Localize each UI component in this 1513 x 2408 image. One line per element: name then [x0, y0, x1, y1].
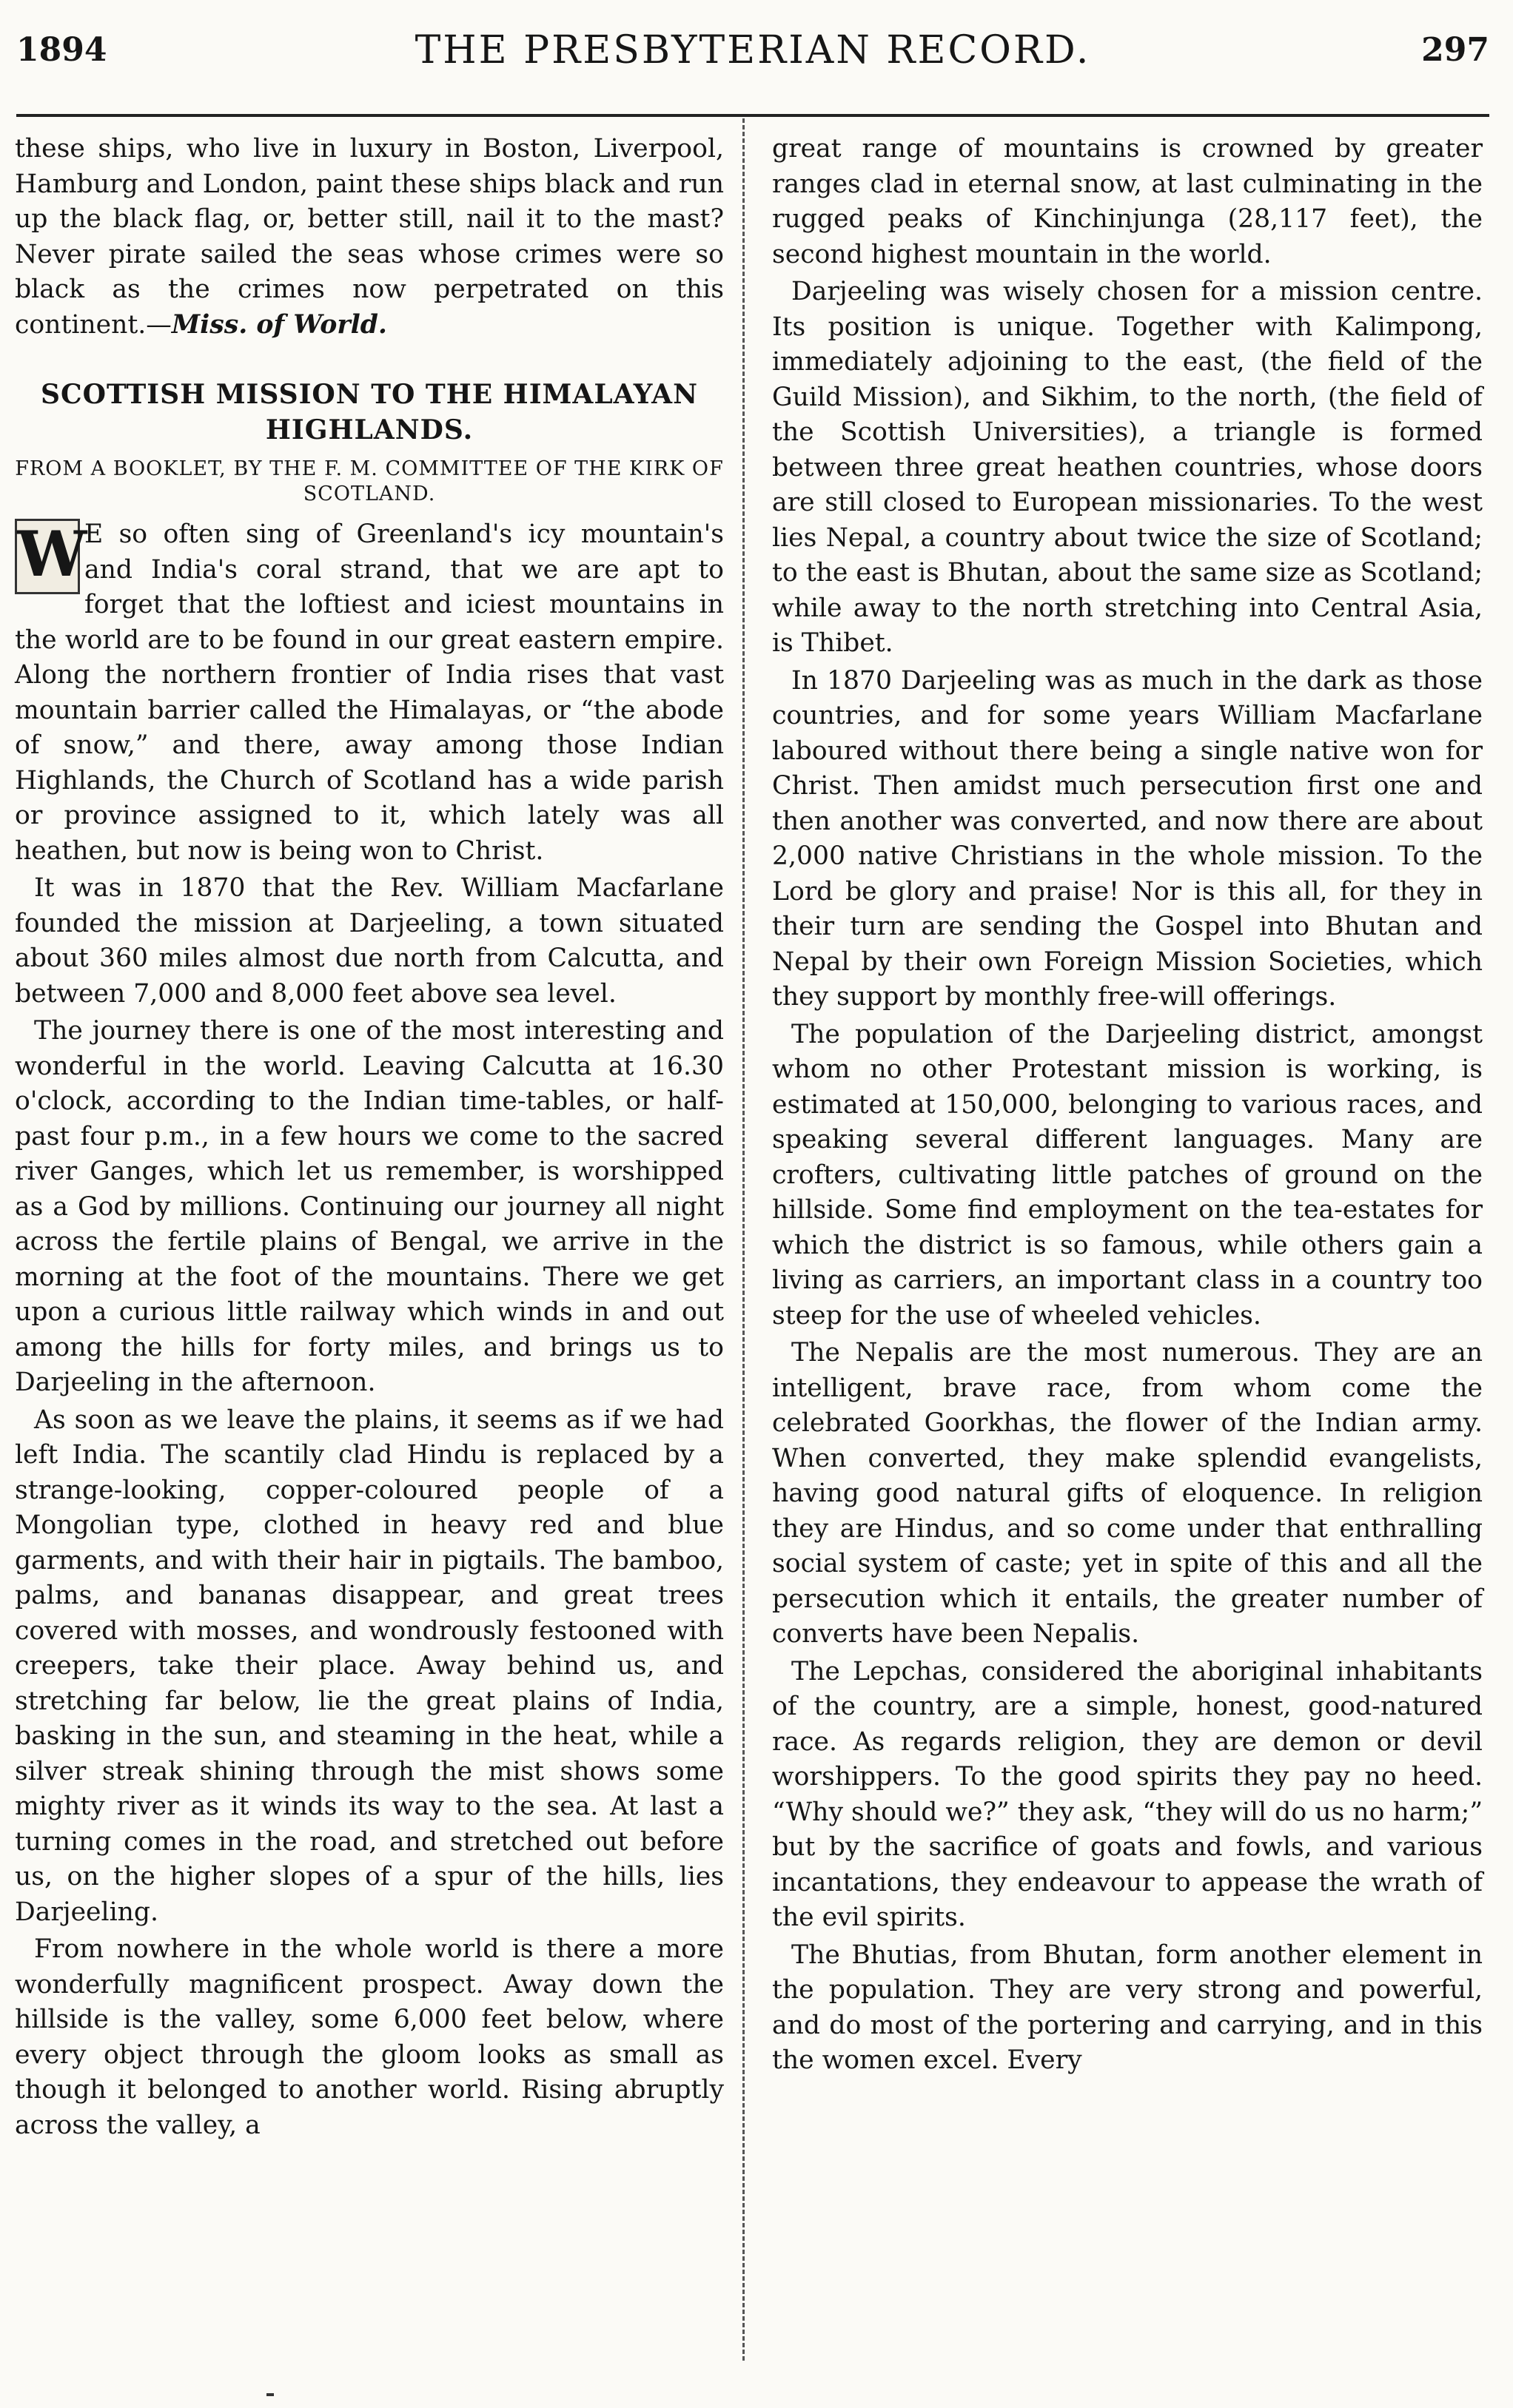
article-paragraph-9: The population of the Darjeeling district, amongst whom no other Protestant mission is working, is estimated at 150,000, belonging to various races, and speaking several different languages. Many are crofters, cultivating little patches of ground on the hillside. Some find employment on the tea-estates for which the district is so famous, while others gain a living as carriers, an important class in a country too steep for the use of wheeled vehicles.	[772, 1019, 1483, 1331]
print-mark	[266, 2393, 274, 2396]
left-column	[15, 132, 724, 2145]
article-paragraph-3: The journey there is one of the most interesting and wonderful in the world. Leaving Calcutta at 16.30 o'clock, according to the Indian time-tables, or half-past four p.m., in a few hours we come to the sacred river Ganges, which let us remember, is worshipped as a God by millions. Continuing our journey all night across the fertile plains of Bengal, we arrive in the morning at the foot of the mountains. There we get upon a curious little railway which winds in and out among the hills for forty miles, and brings us to Darjeeling in the afternoon.	[15, 1016, 724, 1397]
publication-title: THE PRESBYTERIAN RECORD.	[415, 28, 1091, 73]
article-paragraph-4: As soon as we leave the plains, it seems as if we had left India. The scantily clad Hindu is replaced by a strange-looking, copper-coloured people of a Mongolian type, clothed in heavy red and blue garments, and with their hair in pigtails. The bamboo, palms, and bananas disappear, and great trees covered with mosses, and wondrously festooned with creepers, take their place. Away behind us, and stretching far below, lie the great plains of India, basking in the sun, and steaming in the heat, while a silver streak shining through the mist shows some mighty river as it winds its way to the sea. At last a turning comes in the road, and stretched out before us, on the higher slopes of a spur of the hills, lies Darjeeling.	[15, 1405, 724, 1927]
article-paragraph-2: It was in 1870 that the Rev. William Macfarlane founded the mission at Darjeeling, a town situated about 360 miles almost due north from Calcutta, and between 7,000 and 8,000 feet above sea level.	[15, 873, 724, 1009]
article-paragraph-1	[15, 517, 724, 869]
intro-attribution: Miss. of World.	[171, 309, 387, 340]
intro-text: these ships, who live in luxury in Boston, Liverpool, Hamburg and London, paint these ships black and run up the black flag, or, better still, nail it to the mast? Never pirate sailed the seas whose crimes were so black as the crimes now perpetrated on this continent.—	[15, 134, 724, 340]
header-rule	[16, 114, 1489, 117]
article-paragraph-12: The Bhutias, from Bhutan, form another element in the population. They are very strong and powerful, and do most of the portering and carrying, and in this the women excel. Every	[772, 1940, 1483, 2075]
paragraph-1-text: E so often sing of Greenland's icy mountain's and India's coral strand, that we are apt to forget that the loftiest and iciest mountains in the world are to be found in our great eastern empire. Along the northern frontier of India rises that vast mountain barrier called the Himalayas, or “the abode of snow,” and there, away among those Indian Highlands, the Church of Scotland has a wide parish or province assigned to it, which lately was all heathen, but now is being won to Christ.	[15, 519, 724, 866]
article-paragraph-7: Darjeeling was wisely chosen for a mission centre. Its position is unique. Together with Kalimpong, immediately adjoining to the east, (the field of the Guild Mission), and Sikhim, to the north, (the field of the Scottish Universities), a triangle is formed between three great heathen countries, whose doors are still closed to European missionaries. To the west lies Nepal, a country about twice the size of Scotland; to the east is Bhutan, about the same size as Scotland; while away to the north stretching into Central Asia, is Thibet.	[772, 277, 1483, 658]
header-year: 1894	[16, 31, 107, 69]
page-header	[16, 22, 1489, 74]
article-source: FROM A BOOKLET, BY THE F. M. COMMITTEE OF THE KIRK OF SCOTLAND.	[15, 457, 724, 505]
drop-cap: W	[15, 519, 80, 594]
article-paragraph-8: In 1870 Darjeeling was as much in the dark as those countries, and for some years William Macfarlane laboured without there being a single native won for Christ. Then amidst much persecution first one and then another was converted, and now there are about 2,000 native Christians in the whole mission. To the Lord be glory and praise! Nor is this all, for they in their turn are sending the Gospel into Bhutan and Nepal by their own Foreign Mission Societies, which they support by monthly free-will offerings.	[772, 665, 1483, 1012]
intro-paragraph	[15, 132, 724, 343]
article-paragraph-6: great range of mountains is crowned by greater ranges clad in eternal snow, at last culminating in the rugged peaks of Kinchinjunga (28,117 feet), the second highest mountain in the world.	[772, 134, 1483, 269]
article-paragraph-11: The Lepchas, considered the aboriginal inhabitants of the country, are a simple, honest, good-natured race. As regards religion, they are demon or devil worshippers. To the good spirits they pay no heed. “Why should we?” they ask, “they will do us no harm;” but by the sacrifice of goats and fowls, and various incantations, they endeavour to appease the wrath of the evil spirits.	[772, 1656, 1483, 1932]
right-column	[772, 132, 1483, 2081]
column-divider	[742, 118, 745, 2361]
article-paragraph-10: The Nepalis are the most numerous. They are an intelligent, brave race, from whom come the celebrated Goorkhas, the flower of the Indian army. When converted, they make splendid evangelists, having good natural gifts of eloquence. In religion they are Hindus, and so come under that enthralling social system of caste; yet in spite of this and all the persecution which it entails, the greater number of converts have been Nepalis.	[772, 1338, 1483, 1649]
page-number: 297	[1421, 31, 1489, 69]
article-paragraph-5: From nowhere in the whole world is there a more wonderfully magnificent prospect. Away down the hillside is the valley, some 6,000 feet below, where every object through the gloom looks as small as though it belonged to another world. Rising abruptly across the valley, a	[15, 1934, 724, 2140]
article-heading: SCOTTISH MISSION TO THE HIMALAYAN HIGHLANDS.	[41, 379, 698, 445]
